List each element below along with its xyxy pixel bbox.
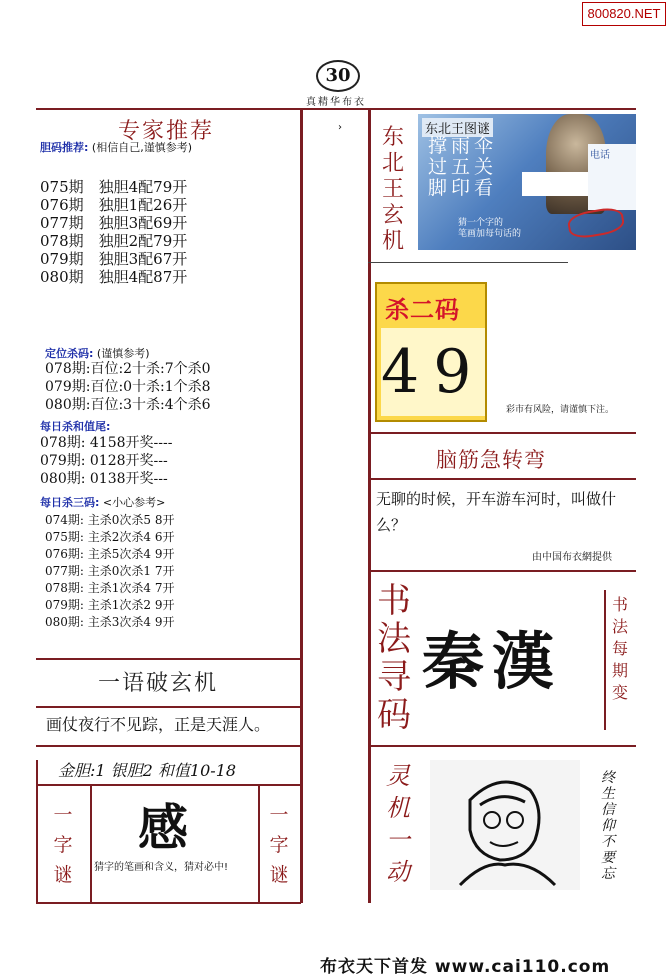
riddle-title: 东北王图谜 xyxy=(422,118,493,137)
list-item: 078期: 主杀1次杀4 7开 xyxy=(45,581,175,595)
list-item: 079期: 0128开奖--- xyxy=(40,453,168,469)
shufa-vertical-title: 书 法 寻 码 xyxy=(377,581,411,735)
yiyu-top-rule xyxy=(36,658,301,660)
list-item: 077期: 主杀0次杀1 7开 xyxy=(45,564,175,578)
yizimi-inner-right xyxy=(258,784,260,904)
naojin-question: 无聊的时候，开车游车河时，叫做什么？ xyxy=(376,490,617,534)
hezhi-header: 每日杀和值尾: xyxy=(40,420,111,433)
yiyu-bottom-rule xyxy=(36,745,301,747)
lingji-vertical-title: 灵 机 一 动 xyxy=(386,762,410,886)
sanma-header: 每日杀三码: <小心参考> xyxy=(40,496,166,509)
list-item: 078期 独胆2配79开 xyxy=(40,232,188,250)
dongbei-bottom-rule xyxy=(368,262,568,263)
list-item: 076期: 主杀5次杀4 9开 xyxy=(45,547,175,561)
sha-digits: 49 xyxy=(381,328,485,416)
yizimi-left-label: 一 字 谜 xyxy=(53,804,73,886)
dingwei-list xyxy=(45,360,255,414)
shufa-side-divider xyxy=(604,590,606,730)
list-item: 078期: 4158开奖---- xyxy=(40,435,173,451)
list-item: 074期: 主杀0次杀5 8开 xyxy=(45,513,175,527)
list-item: 080期:百位:3十杀:4个杀6 xyxy=(45,397,211,413)
dongbei-riddle-picture xyxy=(418,114,636,250)
list-item: 079期:百位:0十杀:1个杀8 xyxy=(45,379,211,395)
yiyu-mid-rule xyxy=(36,706,301,708)
riddle-lines: 撑雨伞 过五关 脚印看 xyxy=(428,135,498,199)
list-item: 080期: 主杀3次杀4 9开 xyxy=(45,615,175,629)
sha-risk-note: 彩市有风险，请谨慎下注。 xyxy=(506,405,615,415)
sha-title: 杀二码 xyxy=(385,296,460,324)
left-outer-border xyxy=(36,760,38,903)
portrait-sketch-icon xyxy=(430,760,580,890)
list-item: 078期:百位:2十杀:7个杀0 xyxy=(45,361,211,377)
dongbei-vertical-title: 东 北 王 玄 机 xyxy=(381,125,404,254)
jindan-bottom-rule xyxy=(36,784,301,786)
list-item: 080期: 0138开奖--- xyxy=(40,471,168,487)
dingwei-header: 定位杀码: (谨慎参考) xyxy=(45,347,150,360)
naojin-source: 由中国布衣網提供 xyxy=(532,552,612,563)
yiyu-text: 画仗夜行不见踪，正是天涯人。 xyxy=(46,715,271,734)
yizimi-bottom-rule xyxy=(36,902,301,904)
masthead: 真精华布衣 xyxy=(306,97,366,108)
dan-header: 胆码推荐: (相信自己,谨慎参考) xyxy=(40,141,192,154)
yizimi-inner-left xyxy=(90,784,92,904)
shufa-side-note: 书 法 每 期 变 xyxy=(611,595,628,702)
naojin-mid-rule xyxy=(368,478,636,480)
top-rule xyxy=(36,108,636,110)
list-item: 077期 独胆3配69开 xyxy=(40,214,188,232)
jindan-text: 金胆:1 银胆2 和值10-18 xyxy=(58,761,237,780)
dan-list xyxy=(40,178,187,286)
sanma-list xyxy=(45,512,195,631)
list-item: 076期 独胆1配26开 xyxy=(40,196,188,214)
naojin-top-rule xyxy=(368,432,636,434)
shufa-characters: 秦漢 xyxy=(422,625,563,698)
list-item: 075期: 主杀2次杀4 6开 xyxy=(45,530,175,544)
list-item: 075期 独胆4配79开 xyxy=(40,178,188,196)
right-column-border xyxy=(368,108,371,903)
redacted-block xyxy=(522,172,596,196)
expert-title: 专家推荐 xyxy=(118,119,215,144)
yiyu-title: 一语破玄机 xyxy=(98,671,219,696)
yizimi-note: 猜字的笔画和含义，猜对必中! xyxy=(94,862,229,873)
lingji-slogan: 终 生 信 仰 不 要 忘 xyxy=(601,770,615,882)
yizimi-right-label: 一 字 谜 xyxy=(269,804,289,886)
hezhi-list xyxy=(40,434,172,488)
naojin-bottom-rule xyxy=(368,570,636,572)
issue-logo: 30 xyxy=(316,60,360,92)
list-item: 079期 独胆3配67开 xyxy=(40,250,188,268)
naojin-title: 脑筋急转弯 xyxy=(436,448,546,472)
hint-lines: 猜一个字的 笔画加每句话的 xyxy=(458,218,522,239)
footer-text: 布衣天下首发 www.cai110.com xyxy=(320,957,611,977)
arrow-marker-icon: › xyxy=(338,122,342,133)
list-item: 079期: 主杀1次杀2 9开 xyxy=(45,598,175,612)
list-item: 080期 独胆4配87开 xyxy=(40,268,188,286)
shufa-bottom-rule xyxy=(368,745,636,747)
sha-box xyxy=(375,282,487,422)
site-badge: 800820.NET xyxy=(582,2,666,26)
yizimi-char: 感 xyxy=(138,798,188,857)
phone-box: 电话 xyxy=(588,144,636,210)
